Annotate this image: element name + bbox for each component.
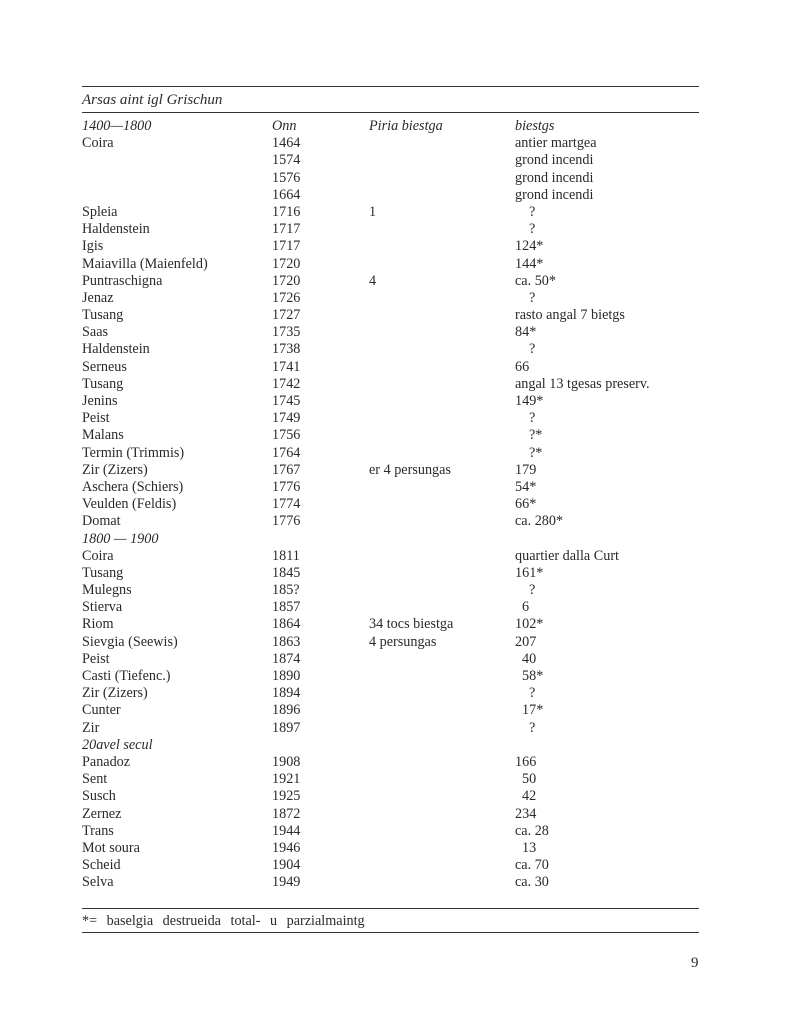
cell-place: Haldenstein	[82, 341, 150, 358]
cell-year: 1664	[272, 186, 301, 203]
cell-animals: 6	[522, 599, 530, 616]
cell-place: Jenins	[82, 393, 118, 409]
table-row	[82, 806, 699, 823]
cell-place: Jenaz	[82, 289, 114, 306]
table-row	[82, 788, 699, 805]
cell-year: 1896	[272, 702, 301, 719]
cell-place: Tusang	[82, 564, 124, 581]
cell-animals: ?	[529, 582, 536, 599]
cell-animals: grond incendi	[515, 186, 594, 203]
cell-year: 1574	[272, 152, 301, 169]
table-title: Arsas aint igl Grischun	[82, 92, 223, 108]
cell-victims: 34 tocs biestga	[369, 616, 454, 633]
cell-animals: 66	[515, 358, 530, 375]
footnote-rule	[82, 932, 699, 933]
cell-place: Panadoz	[82, 753, 131, 770]
bottom-rule	[82, 908, 699, 909]
cell-place: Maiavilla (Maienfeld)	[82, 255, 208, 272]
table-row	[82, 393, 699, 410]
cell-year: 1946	[272, 839, 301, 856]
cell-year: 1742	[272, 375, 301, 392]
table-row	[82, 634, 699, 651]
cell-place: Igis	[82, 238, 104, 255]
cell-place: Puntraschigna	[82, 272, 163, 289]
cell-victims: 4	[369, 272, 377, 289]
cell-year: 185?	[272, 582, 300, 599]
cell-animals: 58*	[522, 668, 544, 684]
cell-year: 1908	[272, 753, 301, 770]
cell-animals: 161*	[515, 564, 544, 581]
section-row	[82, 531, 699, 548]
cell-animals: ca. 70	[515, 857, 549, 874]
header-victims: Piria biestga	[369, 118, 443, 134]
cell-year: 1756	[272, 427, 301, 444]
cell-year: 1726	[272, 289, 301, 306]
cell-animals: 84*	[515, 324, 537, 341]
cell-animals: 66*	[515, 496, 537, 513]
section-label: 1800 — 1900	[82, 530, 159, 547]
cell-animals: ca. 280*	[515, 513, 564, 530]
table-row	[82, 702, 699, 719]
table-row	[82, 565, 699, 582]
cell-year: 1944	[272, 822, 301, 839]
footnote: *= baselgia destrueida total- u parzialmaintg	[82, 913, 365, 929]
cell-animals: 207	[515, 633, 537, 650]
cell-place: Zir	[82, 719, 100, 736]
section-label: 20avel secul	[82, 736, 153, 753]
table-row	[82, 651, 699, 668]
cell-year: 1764	[272, 444, 301, 461]
cell-animals: 17*	[522, 702, 544, 719]
cell-year: 1904	[272, 857, 301, 874]
cell-place: Sievgia (Seewis)	[82, 633, 178, 650]
cell-animals: grond incendi	[515, 152, 594, 169]
cell-place: Stierva	[82, 599, 123, 616]
table-row	[82, 754, 699, 771]
page-number: 9	[691, 955, 699, 971]
cell-animals: ca. 28	[515, 822, 549, 839]
cell-year: 1741	[272, 358, 301, 375]
table-row	[82, 840, 699, 857]
cell-animals: quartier dalla Curt	[515, 547, 620, 564]
table-row	[82, 479, 699, 496]
cell-animals: 13	[522, 839, 537, 856]
header-period: 1400—1800	[82, 118, 152, 134]
cell-year: 1717	[272, 221, 301, 238]
cell-year: 1720	[272, 272, 301, 289]
table-row	[82, 256, 699, 273]
cell-year: 1464	[272, 135, 301, 152]
table-row	[82, 273, 699, 290]
cell-animals: angal 13 tgesas preserv.	[515, 375, 650, 392]
cell-place: Mot soura	[82, 839, 140, 856]
fire-table	[82, 118, 699, 891]
cell-place: Zir (Zizers)	[82, 461, 148, 478]
cell-victims: 1	[369, 203, 377, 220]
cell-place: Saas	[82, 324, 109, 341]
cell-place: Sent	[82, 771, 108, 788]
table-row	[82, 341, 699, 358]
cell-animals: ca. 50*	[515, 272, 556, 289]
cell-place: Casti (Tiefenc.)	[82, 668, 171, 684]
table-row	[82, 290, 699, 307]
table-header-row	[82, 118, 699, 135]
cell-animals: 166	[515, 753, 537, 770]
cell-year: 1727	[272, 307, 301, 324]
cell-place: Coira	[82, 547, 114, 564]
cell-year: 1738	[272, 341, 301, 358]
cell-year: 1894	[272, 685, 301, 702]
table-row	[82, 359, 699, 376]
cell-animals: ?	[529, 221, 536, 238]
table-row	[82, 135, 699, 152]
table-row	[82, 668, 699, 685]
cell-year: 1720	[272, 255, 301, 272]
table-row	[82, 582, 699, 599]
cell-year: 1576	[272, 169, 301, 186]
cell-animals: 234	[515, 805, 537, 822]
cell-year: 1811	[272, 547, 300, 564]
table-row	[82, 548, 699, 565]
cell-animals: 42	[522, 788, 537, 805]
cell-year: 1716	[272, 203, 301, 220]
cell-year: 1921	[272, 771, 301, 788]
table-row	[82, 410, 699, 427]
table-row	[82, 857, 699, 874]
table-row	[82, 204, 699, 221]
cell-place: Susch	[82, 788, 116, 805]
cell-animals: 149*	[515, 393, 544, 409]
table-row	[82, 324, 699, 341]
cell-year: 1776	[272, 478, 301, 495]
cell-place: Domat	[82, 513, 121, 530]
table-row	[82, 170, 699, 187]
cell-place: Veulden (Feldis)	[82, 496, 177, 513]
top-rule	[82, 86, 699, 87]
cell-place: Serneus	[82, 358, 127, 375]
cell-year: 1925	[272, 788, 301, 805]
cell-animals: ?	[529, 410, 536, 427]
cell-place: Malans	[82, 427, 124, 444]
cell-place: Cunter	[82, 702, 121, 719]
cell-year: 1890	[272, 668, 301, 684]
cell-animals: ?	[529, 719, 536, 736]
cell-year: 1874	[272, 650, 301, 667]
cell-place: Haldenstein	[82, 221, 150, 238]
cell-place: Zir (Zizers)	[82, 685, 148, 702]
cell-year: 1735	[272, 324, 301, 341]
cell-place: Tusang	[82, 375, 124, 392]
table-row	[82, 238, 699, 255]
cell-year: 1745	[272, 393, 301, 409]
cell-year: 1717	[272, 238, 301, 255]
cell-place: Peist	[82, 650, 110, 667]
cell-animals: 54*	[515, 478, 537, 495]
table-row	[82, 187, 699, 204]
cell-place: Termin (Trimmis)	[82, 444, 185, 461]
cell-animals: ca. 30	[515, 874, 549, 891]
cell-animals: 50	[522, 771, 537, 788]
cell-place: Trans	[82, 822, 114, 839]
cell-animals: 40	[522, 650, 537, 667]
cell-animals: ?	[529, 203, 536, 220]
table-row	[82, 307, 699, 324]
cell-place: Zernez	[82, 805, 122, 822]
cell-place: Scheid	[82, 857, 121, 874]
table-row	[82, 599, 699, 616]
cell-place: Riom	[82, 616, 114, 633]
table-row	[82, 874, 699, 891]
cell-year: 1845	[272, 564, 301, 581]
cell-animals: ?	[529, 341, 536, 358]
cell-animals: grond incendi	[515, 169, 594, 186]
cell-place: Spleia	[82, 203, 118, 220]
cell-year: 1749	[272, 410, 301, 427]
table-row	[82, 445, 699, 462]
cell-year: 1774	[272, 496, 301, 513]
section-row	[82, 737, 699, 754]
cell-place: Tusang	[82, 307, 124, 324]
cell-animals: rasto angal 7 bietgs	[515, 307, 625, 324]
cell-place: Peist	[82, 410, 110, 427]
cell-place: Aschera (Schiers)	[82, 478, 184, 495]
table-row	[82, 462, 699, 479]
table-row	[82, 720, 699, 737]
cell-place: Selva	[82, 874, 114, 891]
table-row	[82, 685, 699, 702]
cell-victims: er 4 persungas	[369, 461, 451, 478]
cell-animals: 144*	[515, 255, 544, 272]
cell-animals: ?*	[529, 444, 543, 461]
cell-animals: 179	[515, 461, 537, 478]
cell-year: 1872	[272, 805, 301, 822]
cell-animals: antier martgea	[515, 135, 597, 152]
cell-year: 1776	[272, 513, 301, 530]
table-row	[82, 771, 699, 788]
cell-animals: 124*	[515, 238, 544, 255]
table-row	[82, 823, 699, 840]
cell-year: 1949	[272, 874, 301, 891]
table-row	[82, 427, 699, 444]
cell-year: 1897	[272, 719, 301, 736]
cell-year: 1767	[272, 461, 301, 478]
cell-place: Mulegns	[82, 582, 132, 599]
header-animals: biestgs	[515, 118, 555, 134]
cell-year: 1864	[272, 616, 301, 633]
table-row	[82, 376, 699, 393]
table-row	[82, 513, 699, 530]
table-row	[82, 616, 699, 633]
table-row	[82, 152, 699, 169]
cell-animals: ?	[529, 289, 536, 306]
table-row	[82, 221, 699, 238]
table-row	[82, 496, 699, 513]
cell-animals: ?*	[529, 427, 543, 444]
cell-year: 1857	[272, 599, 301, 616]
header-year: Onn	[272, 118, 297, 134]
cell-year: 1863	[272, 633, 301, 650]
cell-place: Coira	[82, 135, 114, 152]
cell-victims: 4 persungas	[369, 633, 437, 650]
title-rule	[82, 112, 699, 113]
cell-animals: ?	[529, 685, 536, 702]
cell-animals: 102*	[515, 616, 544, 633]
